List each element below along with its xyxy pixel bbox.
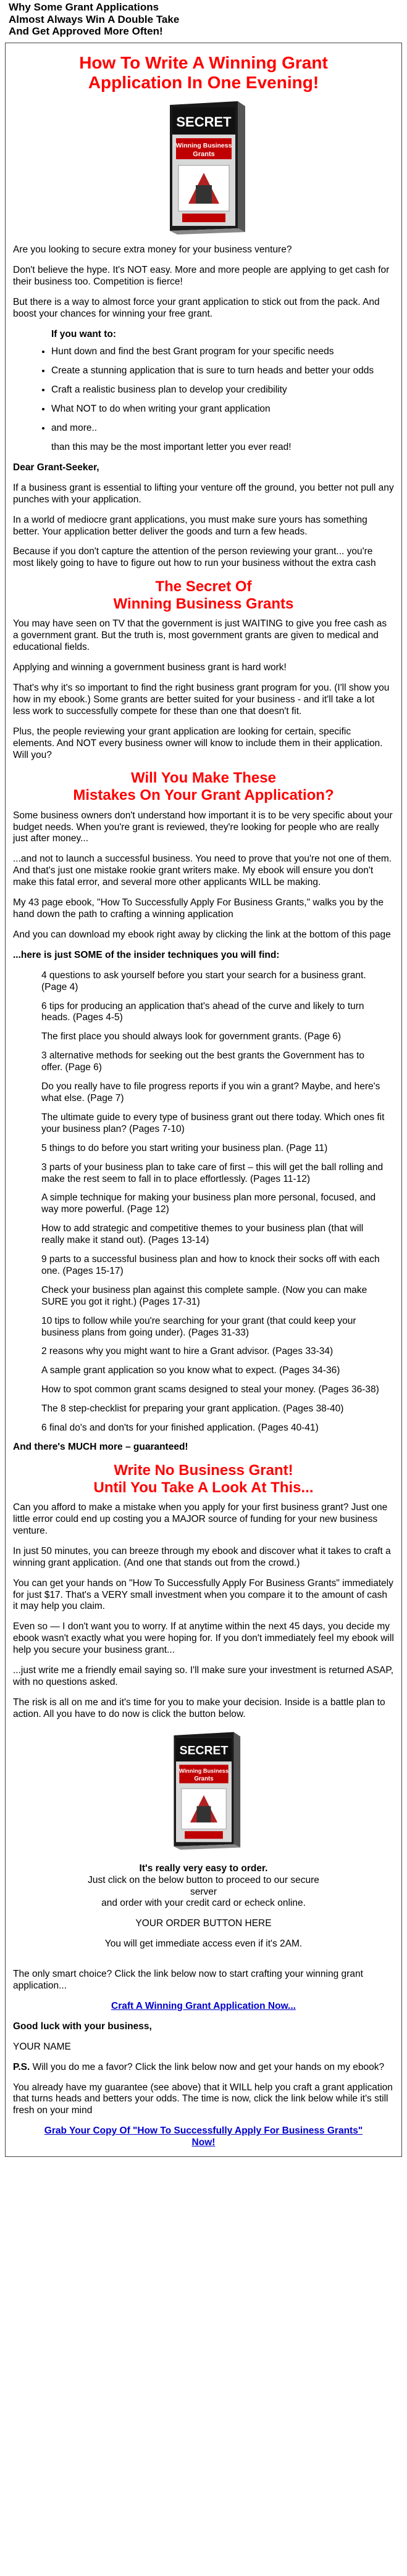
technique-item: 2 reasons why you might want to hire a Grant advisor. (Pages 33-34)	[41, 1346, 334, 1357]
technique-item: A sample grant application so you know what to expect. (Pages 34-36)	[41, 1365, 340, 1376]
mistakes-heading	[13, 770, 394, 804]
no-grant-paragraph: ...just write me a friendly email saying so. I'll make sure your investment is returned ASAP, with no questions asked.	[13, 1665, 394, 1687]
no-grant-paragraph: You can get your hands on "How To Successfully Apply For Business Grants" immediately for just $17. That's a VERY small investment when you compare it to the amount of cash it may help you claim.	[13, 1577, 393, 1612]
order-block	[13, 1863, 394, 1950]
no-grant-paragraph: In just 50 minutes, you can breeze through my ebook and discover what it takes to craft a winning grant application. (And one that stands out from the crowd.)	[13, 1545, 391, 1568]
cover-title-top: SECRET	[175, 114, 232, 130]
benefit-list	[31, 346, 394, 434]
cover-title-top: SECRET	[179, 1743, 228, 1758]
no-grant-paragraph: Can you afford to make a mistake when you apply for your first business grant? Just one little error could end up costing you a MAJOR source of funding for your new business venture.	[13, 1502, 388, 1536]
technique-item: A simple technique for making your business plan more personal, focused, and way more powerful. (Page 12)	[41, 1192, 376, 1215]
if-you-want-label: If you want to:	[51, 328, 117, 339]
order-button-placeholder[interactable]: YOUR ORDER BUTTON HERE	[135, 1918, 272, 1929]
closing-paragraph: The only smart choice? Click the link below now to start crafting your winning grant application...	[13, 1969, 363, 1992]
technique-item: Do you really have to file progress reports if you win a grant? Maybe, and here's what else. (Page 7)	[41, 1081, 380, 1103]
benefit-item: • Create a stunning application that is sure to turn heads and better your odds	[51, 365, 394, 377]
page	[5, 1, 402, 2157]
no-grant-heading-line: Write No Business Grant!	[114, 1461, 293, 1479]
order-instructions: Just click on the below button to proceed to our secure	[88, 1874, 319, 1885]
order-easy: It's really very easy to order.	[139, 1863, 268, 1874]
secret-paragraph: That's why it's so important to find the right business grant program for you. (I'll show you how in my ebook.) Some grants are better suited for your business - and it'll take a lot less work to successfully compete for these than one that doesn't fit.	[13, 683, 390, 717]
benefit-item: • and more..	[51, 423, 394, 434]
benefit-item: • Craft a realistic business plan to develop your credibility	[51, 384, 394, 396]
sales-letter-box	[5, 43, 402, 2157]
technique-item: 3 alternative methods for seeking out the best grants the Government has to offer. (Page 6)	[41, 1050, 364, 1073]
technique-item: 3 parts of your business plan to take care of first – this will get the ball rolling and make the rest seem to fall in to place effortlessly. (Pages 11-12)	[41, 1161, 384, 1184]
technique-item: 9 parts to a successful business plan and how to knock their socks off with each one. (Pages 15-17)	[41, 1254, 380, 1276]
secret-paragraph: You may have seen on TV that the government is just WAITING to give you free cash as a government grant. But the truth is, most government grants are given to medical and educational fields.	[13, 618, 387, 653]
intro-paragraph: Don't believe the hype. It's NOT easy. More and more people are applying to get cash for their business too. Competition is fierce!	[13, 264, 390, 287]
technique-item: 6 final do's and don'ts for your finished application. (Pages 40-41)	[41, 1423, 319, 1434]
top-header	[9, 1, 402, 38]
technique-item: How to add strategic and competitive themes to your business plan (that will really make it stand out). (Pages 13-14)	[41, 1223, 364, 1246]
grab-copy-link-line[interactable]: Grab Your Copy Of "How To Successfully Apply For Business Grants"	[44, 2125, 363, 2137]
techniques-list	[41, 970, 388, 1434]
grab-copy-link-line[interactable]: Now!	[191, 2137, 216, 2148]
craft-application-link[interactable]: Craft A Winning Grant Application Now...	[111, 2000, 296, 2011]
benefit-item: • Hunt down and find the best Grant program for your specific needs	[51, 346, 394, 358]
no-grant-paragraph: The risk is all on me and it's time for you to make your decision. Inside is a battle plan to action. All you have to do now is click the button below.	[13, 1697, 385, 1719]
top-header-line: Why Some Grant Applications	[9, 1, 159, 13]
headline-line: How To Write A Winning Grant	[79, 52, 328, 72]
no-grant-heading-line: Until You Take A Look At This...	[93, 1479, 314, 1496]
top-header-line: Almost Always Win A Double Take	[9, 13, 180, 25]
secret-heading-line: The Secret Of	[155, 578, 252, 596]
letter-paragraph: If a business grant is essential to lifting your venture off the ground, you better not pull any punches with your application.	[13, 482, 394, 505]
headline-line: Application In One Evening!	[88, 72, 319, 92]
mistakes-heading-line: Mistakes On Your Grant Application?	[73, 787, 334, 804]
cover-title-bottom: Grants	[193, 1775, 214, 1782]
grab-copy-link[interactable]	[44, 2125, 363, 2148]
ebook-cover-image-bottom	[157, 1729, 250, 1856]
mistakes-heading-line: Will You Make These	[131, 770, 276, 787]
ps-paragraph	[13, 2062, 394, 2074]
letter-greeting: Dear Grant-Seeker,	[13, 462, 99, 473]
order-access-note: You will get immediate access even if it's 2AM.	[104, 1938, 303, 1950]
cover-title-mid: Winning Business	[178, 1768, 229, 1774]
technique-item: How to spot common grant scams designed to steal your money. (Pages 36-38)	[41, 1384, 379, 1395]
ps-label: P.S.	[13, 2061, 30, 2072]
techniques-intro: ...here is just SOME of the insider techniques you will find:	[13, 949, 280, 960]
mistakes-paragraph: And you can download my ebook right away by clicking the link at the bottom of this page	[13, 929, 391, 940]
main-headline	[13, 53, 394, 93]
intro-paragraph: But there is a way to almost force your grant application to stick out from the pack. And boost your chances for winning your free grant.	[13, 296, 380, 319]
order-instructions: and order with your credit card or echeck online.	[101, 1898, 306, 1909]
no-grant-paragraph: Even so — I don't want you to worry. If at anytime within the next 45 days, you decide my ebook wasn't exactly what you were hoping for. If you don't immediately feel my ebook will help you secure your business grant...	[13, 1621, 394, 1656]
technique-item: 4 questions to ask yourself before you start your search for a business grant. (Page 4)	[41, 970, 366, 992]
top-header-line: And Get Approved More Often!	[9, 25, 163, 38]
secret-heading	[13, 578, 394, 612]
signature-name: YOUR NAME	[13, 2041, 71, 2052]
letter-paragraph: Because if you don't capture the attention of the person reviewing your grant... you're most likely going to have to figure out how to run your business without the extra cash	[13, 546, 376, 569]
mistakes-paragraph: ...and not to launch a successful business. You need to prove that you're not one of them. And that's just one mistake rookie grant writers make. My ebook will ensure you don't make this fatal error, and several more other applicants WILL be making.	[13, 854, 392, 888]
order-instructions: server	[190, 1886, 217, 1897]
cover-title-bottom: Grants	[192, 151, 215, 159]
technique-item: 6 tips for producing an application that's ahead of the curve and likely to turn heads. (Pages 4-5)	[41, 1000, 364, 1023]
letter-paragraph: In a world of mediocre grant applications, you must make sure yours has something better. Your application better deliver the goods and turn a few heads.	[13, 514, 367, 537]
mistakes-paragraph: My 43 page ebook, "How To Successfully Apply For Business Grants," walks you by the hand down the path to crafting a winning application	[13, 897, 384, 920]
ebook-cover-image	[151, 99, 256, 241]
good-luck-text: Good luck with your business,	[13, 2021, 152, 2032]
ps-text: Will you do me a favor? Click the link below now and get your hands on my ebook?	[32, 2061, 385, 2072]
intro-closing: than this may be the most important letter you ever read!	[51, 441, 292, 452]
technique-item: 5 things to do before you start writing your business plan. (Page 11)	[41, 1142, 328, 1153]
guarantee-reminder: You already have my guarantee (see above) that it WILL help you craft a grant application that turns heads and betters your odds. The time is now, click the link below while it's still fresh on your mind	[13, 2082, 393, 2116]
secret-paragraph: Plus, the people reviewing your grant application are looking for certain, specific elements. And NOT every business owner will know to include them in their application. Will you?	[13, 726, 383, 760]
much-more-text: And there's MUCH more – guaranteed!	[13, 1442, 188, 1453]
secret-paragraph: Applying and winning a government business grant is hard work!	[13, 662, 287, 673]
benefit-item: • What NOT to do when writing your grant application	[51, 404, 394, 415]
technique-item: 10 tips to follow while you're searching for your grant (that could keep your business plans from going under). (Pages 31-33)	[41, 1315, 356, 1338]
mistakes-paragraph: Some business owners don't understand how important it is to be very specific about your budget needs. When you're grant is reviewed, they're looking for people who are really just after money...	[13, 810, 393, 844]
technique-item: The 8 step-checklist for preparing your grant application. (Pages 38-40)	[41, 1403, 344, 1415]
no-grant-heading	[13, 1462, 394, 1496]
cover-title-mid: Winning Business	[175, 142, 232, 150]
intro-question: Are you looking to secure extra money for your business venture?	[13, 244, 292, 256]
secret-heading-line: Winning Business Grants	[113, 595, 294, 612]
technique-item: Check your business plan against this complete sample. (Now you can make SURE you got it right.) (Pages 17-31)	[41, 1284, 367, 1307]
technique-item: The ultimate guide to every type of business grant out there today. Which ones fit your business plan? (Pages 7-10)	[41, 1111, 385, 1134]
technique-item: The first place you should always look for government grants. (Page 6)	[41, 1031, 342, 1042]
